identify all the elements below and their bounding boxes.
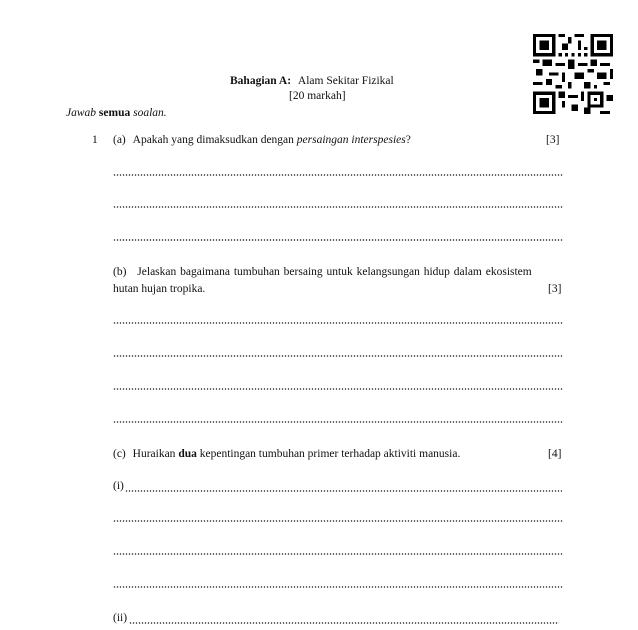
answer-line (113, 322, 563, 324)
answer-line (129, 622, 559, 624)
part-b-marks: [3] (548, 283, 562, 295)
part-c-text: Huraikan (132, 448, 176, 460)
part-a-text: Apakah yang dimaksudkan dengan (132, 134, 294, 146)
answer-line (113, 388, 563, 390)
sub-answer-i-label: (i) (113, 480, 124, 492)
section-label: Bahagian A: (230, 75, 292, 87)
part-a-question (113, 133, 411, 147)
part-a-italic: persaingan interspesies (296, 134, 406, 146)
instruction-prefix: Jawab (66, 107, 97, 119)
answer-line (113, 174, 563, 176)
answer-line (113, 206, 563, 208)
part-c-label: (c) (113, 448, 126, 460)
qr-code-icon (533, 34, 613, 114)
part-c-text-end: kepentingan tumbuhan primer terhadap aktiviti manusia. (199, 448, 461, 460)
part-c-marks: [4] (548, 448, 562, 460)
answer-line (113, 355, 563, 357)
part-b-line1 (113, 265, 532, 279)
section-heading (230, 74, 394, 88)
sub-answer-ii-label: (ii) (113, 612, 128, 624)
instruction-bold: semua (98, 107, 131, 119)
instruction-suffix: soalan. (133, 107, 167, 119)
instruction (66, 106, 167, 120)
section-title: Alam Sekitar Fizikal (297, 75, 394, 87)
total-marks: [20 markah] (289, 90, 346, 102)
answer-line (113, 586, 563, 588)
answer-line (113, 239, 563, 241)
answer-line (113, 520, 563, 522)
part-c-bold: dua (178, 448, 197, 460)
part-a-marks: [3] (546, 134, 560, 146)
part-a-label: (a) (113, 134, 126, 146)
answer-line (125, 490, 562, 492)
part-b-label: (b) (113, 266, 127, 278)
part-b-text: Jelaskan bagaimana tumbuhan bersaing untuk kelangsungan hidup dalam ekosistem (137, 266, 532, 278)
part-b-line2: hutan hujan tropika. (113, 283, 206, 295)
part-c-question (113, 447, 460, 461)
answer-line (113, 553, 563, 555)
part-a-end: ? (405, 134, 411, 146)
question-number: 1 (92, 134, 98, 146)
answer-line (113, 421, 563, 423)
